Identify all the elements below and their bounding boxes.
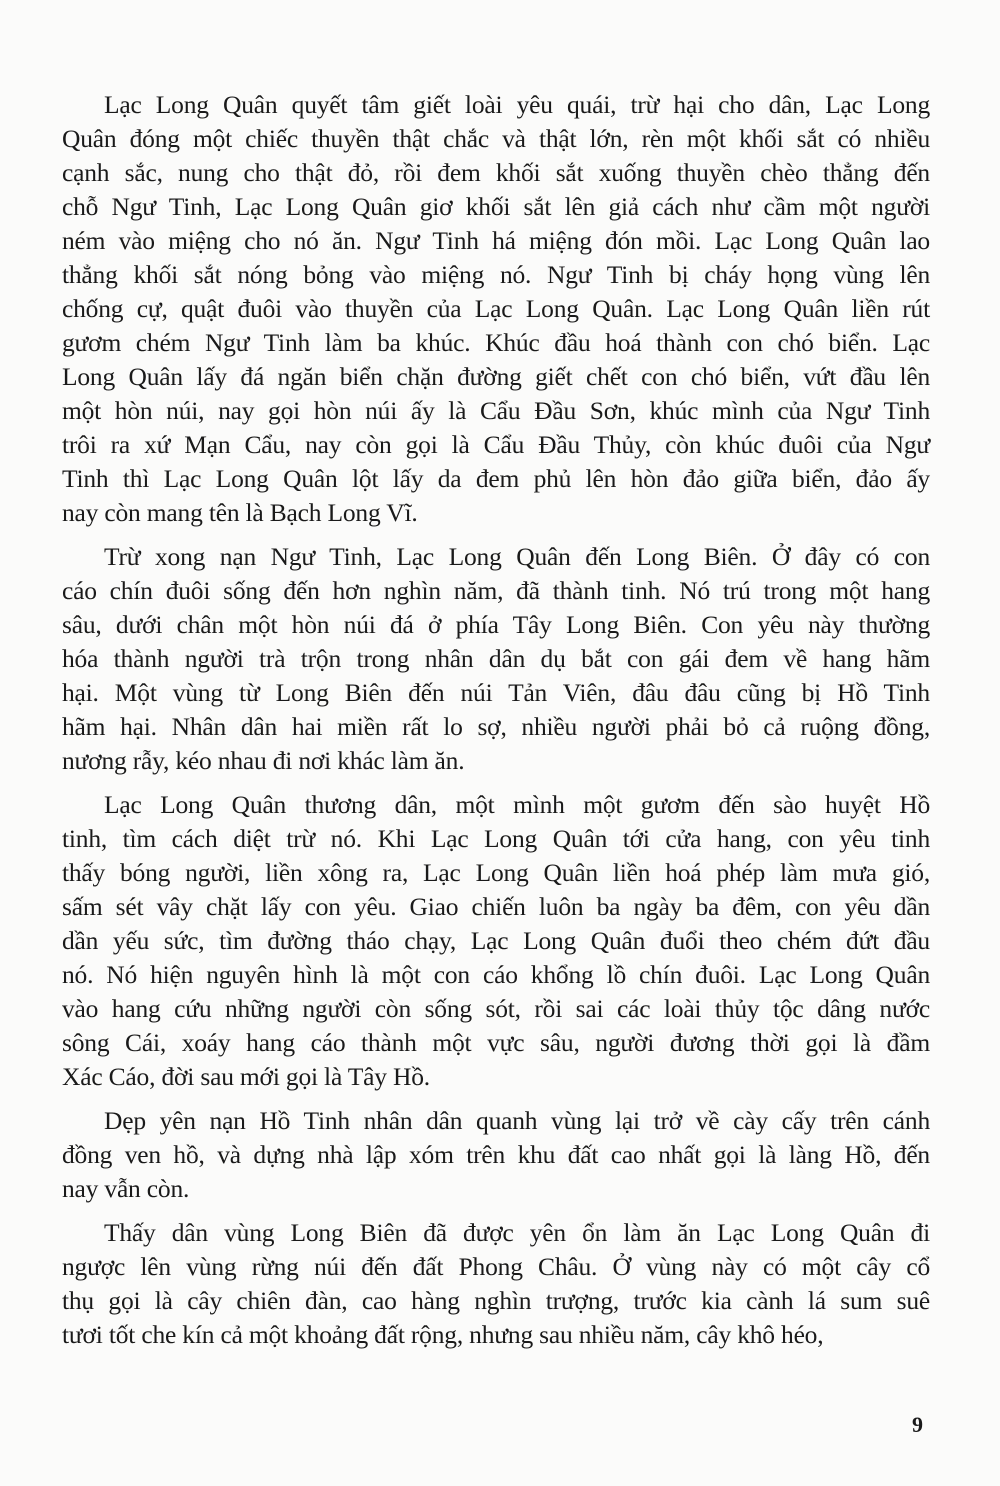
- paragraph: [62, 1216, 930, 1352]
- page-number: 9: [912, 1412, 923, 1437]
- text-line: tinh, tìm cách diệt trừ nó. Khi Lạc Long Quân tới cửa hang, con yêu tinh: [62, 824, 930, 853]
- text-line: sấm sét vây chặt lấy con yêu. Giao chiến luôn ba ngày ba đêm, con yêu dần: [62, 892, 930, 921]
- text-line: sâu, dưới chân một hòn núi đá ở phía Tây Long Biên. Con yêu này thường: [62, 610, 930, 639]
- page-body: [62, 88, 930, 1362]
- text-line: thẳng khối sắt nóng bỏng vào miệng nó. Ngư Tinh bị cháy họng vùng lên: [62, 260, 930, 289]
- text-line: Lạc Long Quân quyết tâm giết loài yêu quái, trừ hại cho dân, Lạc Long: [104, 90, 930, 119]
- text-line: hãm hại. Nhân dân hai miền rất lo sợ, nhiều người phải bỏ cả ruộng đồng,: [62, 712, 930, 741]
- text-line: ném vào miệng cho nó ăn. Ngư Tinh há miệng đón mồi. Lạc Long Quân lao: [62, 226, 930, 255]
- paragraph: [62, 788, 930, 1094]
- text-line: chỗ Ngư Tinh, Lạc Long Quân giơ khối sắt lên giả cách như cầm một người: [62, 192, 930, 221]
- paragraph: [62, 1104, 930, 1206]
- text-line: trôi ra xứ Mạn Cẩu, nay còn gọi là Cẩu Đầu Thủy, còn khúc đuôi của Ngư: [62, 430, 930, 459]
- text-line: chống cự, quật đuôi vào thuyền của Lạc Long Quân. Lạc Long Quân liền rút: [62, 294, 930, 323]
- text-line: Long Quân lấy đá ngăn biển chặn đường giết chết con chó biển, vứt đầu lên: [62, 362, 930, 391]
- text-line: nay còn mang tên là Bạch Long Vĩ.: [62, 498, 418, 527]
- text-line: thụ gọi là cây chiên đàn, cao hàng nghìn trượng, trước kia cành lá sum suê: [62, 1286, 930, 1315]
- text-line: nó. Nó hiện nguyên hình là một con cáo khổng lồ chín đuôi. Lạc Long Quân: [62, 960, 930, 989]
- text-line: Lạc Long Quân thương dân, một mình một gươm đến sào huyệt Hồ: [104, 790, 930, 819]
- text-line: sông Cái, xoáy hang cáo thành một vực sâu, người đương thời gọi là đầm: [62, 1028, 930, 1057]
- text-line: hại. Một vùng từ Long Biên đến núi Tản Viên, đâu đâu cũng bị Hồ Tinh: [62, 678, 930, 707]
- text-line: cạnh sắc, nung cho thật đỏ, rồi đem khối sắt xuống thuyền chèo thẳng đến: [62, 158, 930, 187]
- text-line: tươi tốt che kín cả một khoảng đất rộng, nhưng sau nhiều năm, cây khô héo,: [62, 1320, 824, 1349]
- text-line: Trừ xong nạn Ngư Tinh, Lạc Long Quân đến Long Biên. Ở đây có con: [104, 542, 930, 571]
- text-line: cáo chín đuôi sống đến hơn nghìn năm, đã thành tinh. Nó trú trong một hang: [62, 576, 930, 605]
- text-line: gươm chém Ngư Tinh làm ba khúc. Khúc đầu hoá thành con chó biển. Lạc: [62, 328, 930, 357]
- paragraph: [62, 540, 930, 778]
- text-line: một hòn núi, nay gọi hòn núi ấy là Cẩu Đầu Sơn, khúc mình của Ngư Tinh: [62, 396, 930, 425]
- text-line: Quân đóng một chiếc thuyền thật chắc và thật lớn, rèn một khối sắt có nhiều: [62, 124, 930, 153]
- text-line: Tinh thì Lạc Long Quân lột lấy da đem phủ lên hòn đảo giữa biển, đảo ấy: [62, 464, 930, 493]
- text-line: ngược lên vùng rừng núi đến đất Phong Châu. Ở vùng này có một cây cổ: [62, 1252, 930, 1281]
- text-line: hóa thành người trà trộn trong nhân dân dụ bắt con gái đem về hang hãm: [62, 644, 930, 673]
- text-line: vào hang cứu những người còn sống sót, rồi sai các loài thủy tộc dâng nước: [62, 994, 930, 1023]
- paragraph: [62, 88, 930, 530]
- text-line: Dẹp yên nạn Hồ Tinh nhân dân quanh vùng lại trở về cày cấy trên cánh: [104, 1106, 930, 1135]
- text-line: Xác Cáo, đời sau mới gọi là Tây Hồ.: [62, 1062, 430, 1091]
- text-line: nương rẫy, kéo nhau đi nơi khác làm ăn.: [62, 746, 465, 775]
- text-line: dần yếu sức, tìm đường tháo chạy, Lạc Long Quân đuổi theo chém đứt đầu: [62, 926, 930, 955]
- text-line: nay vẫn còn.: [62, 1174, 190, 1203]
- text-line: đồng ven hồ, và dựng nhà lập xóm trên khu đất cao nhất gọi là làng Hồ, đến: [62, 1140, 930, 1169]
- text-line: Thấy dân vùng Long Biên đã được yên ổn làm ăn Lạc Long Quân đi: [104, 1218, 930, 1247]
- text-line: thấy bóng người, liền xông ra, Lạc Long Quân liền hoá phép làm mưa gió,: [62, 858, 930, 887]
